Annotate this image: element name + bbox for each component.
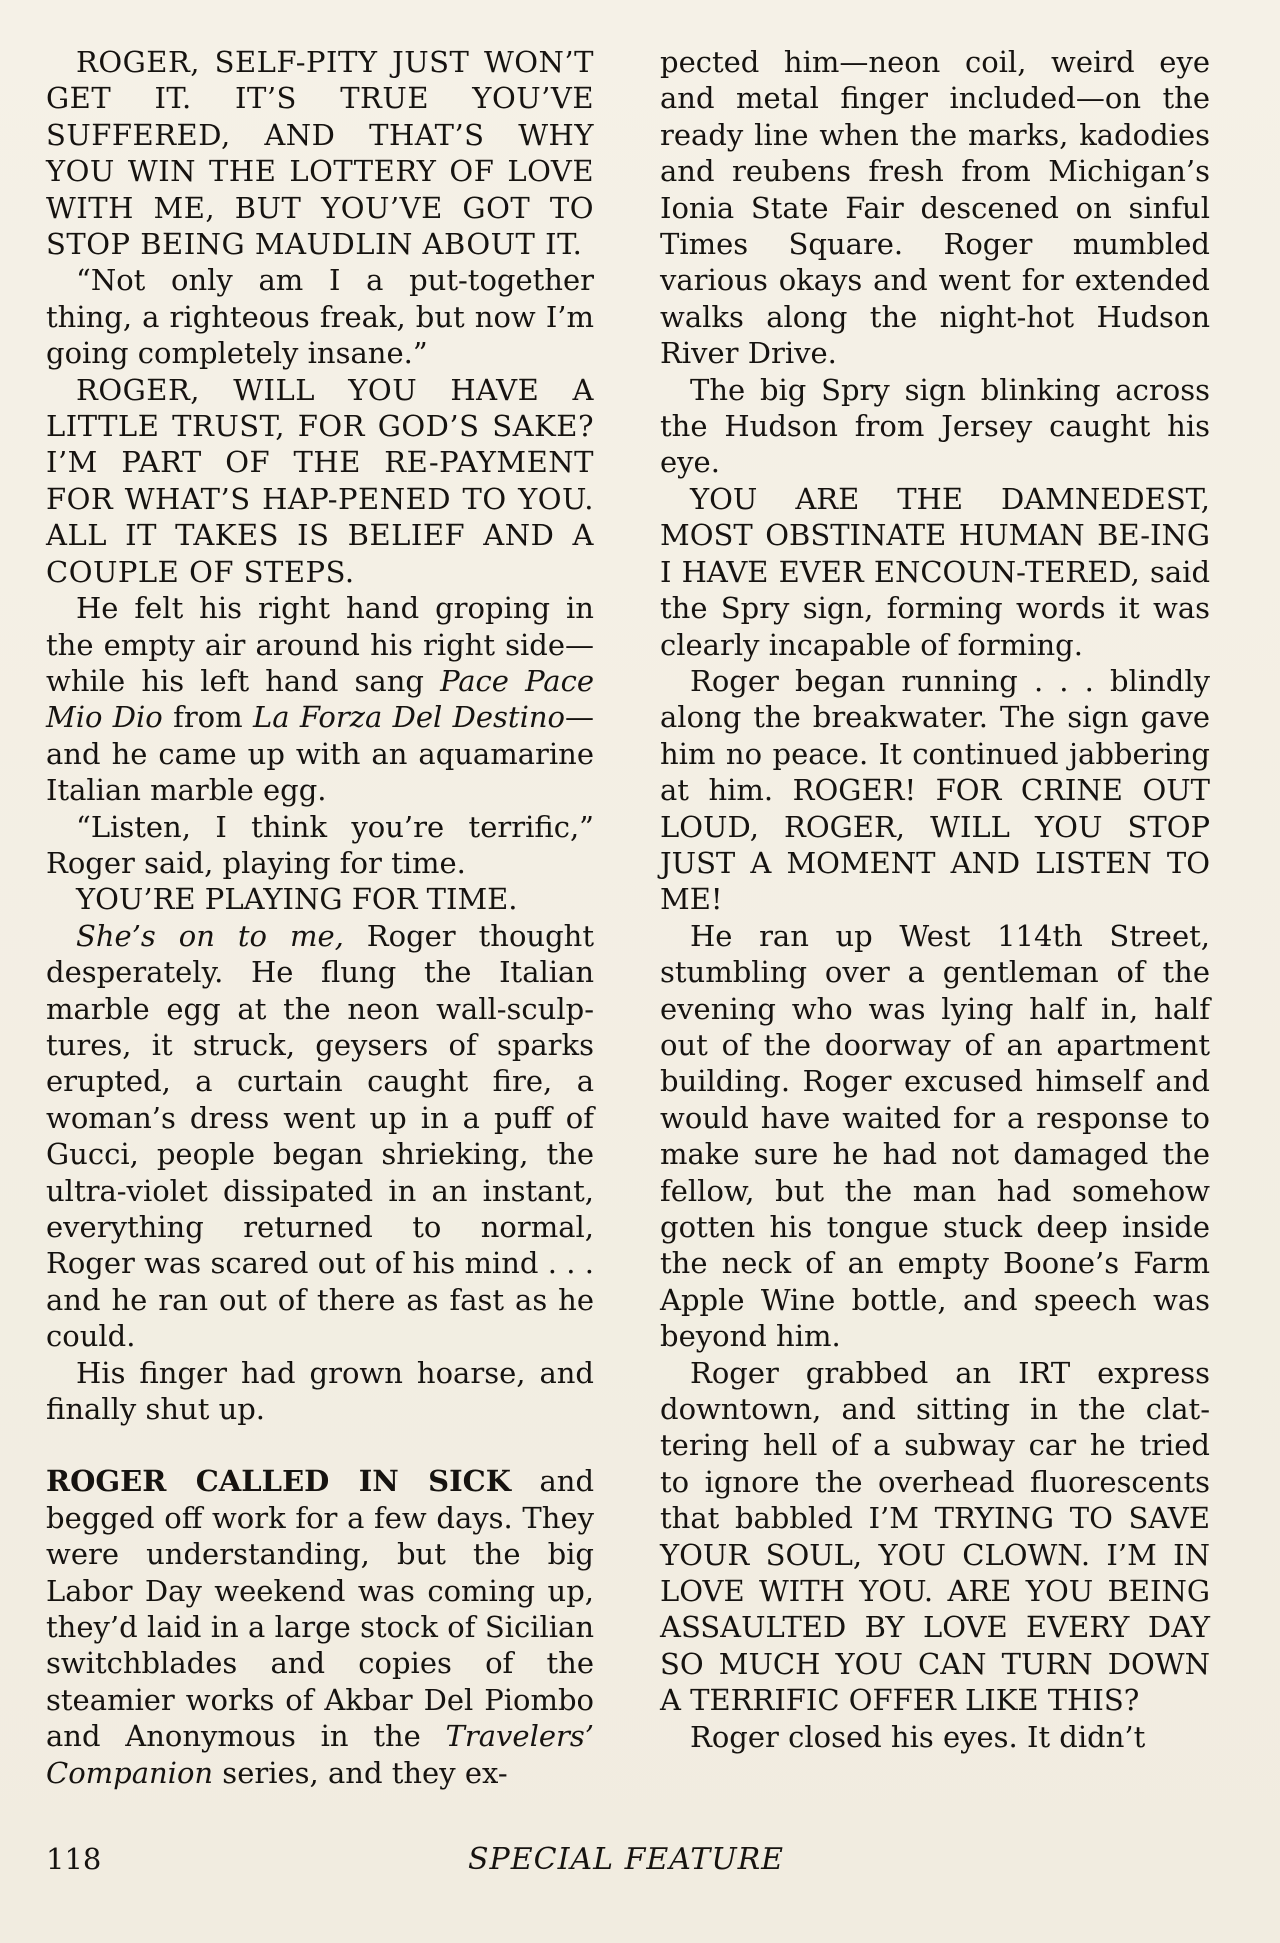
italic-title: Travelers’ Companion	[46, 1719, 594, 1790]
paragraph: The big Spry sign blinking across the Hudson from Jersey caught his eye.	[660, 372, 1210, 480]
page-number: 118	[46, 1842, 102, 1876]
paragraph	[46, 590, 594, 808]
text-run: said the Spry sign, forming words it was clearly incapable of forming.	[660, 554, 1211, 662]
text-run: —and he came up with an aquamarine Italian marble egg.	[46, 700, 594, 808]
paragraph: His finger had grown hoarse, and finally shut up.	[46, 1355, 594, 1427]
text-run: YOU ARE THE DAMNEDEST, MOST OBSTINATE HUMAN BE-ING I HAVE EVER ENCOUN-TERED,	[660, 481, 1210, 589]
italic-thought: She’s on to me,	[76, 918, 344, 953]
paragraph	[46, 918, 594, 1355]
paragraph: YOU’RE PLAYING FOR TIME.	[76, 882, 518, 917]
paragraph: “Not only am I a put-together thing, a righteous freak, but now I’m going completely insane.”	[46, 263, 594, 371]
section-lead-in: ROGER CALLED IN SICK	[46, 1464, 511, 1499]
italic-title: La Forza Del Destino	[252, 700, 565, 735]
paragraph	[660, 481, 1210, 663]
text-run: Roger thought desperately. He flung the Italian marble egg at the neon wall-sculp-tures, it struck, geysers of sparks erupted, a curtain caught fire, a woman’s dress went up in a puff of Gucci, people began shrieking, the ultra-violet dissipated in an instant, everything returned to normal, Roger was scared out of his mind . . . and he ran out of there as fast as he could.	[46, 918, 594, 1354]
text-run: from	[162, 700, 253, 735]
paragraph: ROGER, SELF-PITY JUST WON’T GET IT. IT’S TRUE YOU’VE SUFFERED, AND THAT’S WHY YOU WIN THE LOTTERY OF LOVE WITH ME, BUT YOU’VE GOT TO STOP BEING MAUDLIN ABOUT IT.	[46, 45, 594, 262]
paragraph: pected him—neon coil, weird eye and metal finger included—on the ready line when the marks, kadodies and reubens fresh from Michigan’s Ionia State Fair descened on sinful Times Square. Roger mumbled various okays and went for extended walks along the night-hot Hudson River Drive.	[660, 45, 1210, 371]
left-column	[46, 44, 594, 1791]
text-run: and begged off work for a few days. They were understanding, but the big Labor Day weekend was coming up, they’d laid in a large stock of Sicilian switchblades and copies of the steamier works of Akbar Del Piombo and Anonymous in the	[46, 1464, 595, 1754]
paragraph: ROGER, WILL YOU HAVE A LITTLE TRUST, FOR GOD’S SAKE? I’M PART OF THE RE-PAYMENT FOR WHAT’S HAP-PENED TO YOU. ALL IT TAKES IS BELIEF AND A COUPLE OF STEPS.	[46, 372, 594, 589]
text-run: series, and they ex-	[213, 1755, 508, 1790]
section-footer: SPECIAL FEATURE	[468, 1842, 785, 1877]
italic-title: Pace Pace Mio Dio	[46, 663, 594, 735]
paragraph: Roger began running . . . blindly along the breakwater. The sign gave him no peace. It continued jabbering at him. ROGER! FOR CRINE OUT LOUD, ROGER, WILL YOU STOP JUST A MOMENT AND LISTEN TO ME!	[660, 663, 1210, 917]
paragraph: Roger closed his eyes. It didn’t	[690, 1719, 1146, 1754]
paragraph: Roger grabbed an IRT express downtown, and sitting in the clat-tering hell of a subway car he tried to ignore the overhead fluorescents that babbled I’M TRYING TO SAVE YOUR SOUL, YOU CLOWN. I’M IN LOVE WITH YOU. ARE YOU BEING ASSAULTED BY LOVE EVERY DAY SO MUCH YOU CAN TURN DOWN A TERRIFIC OFFER LIKE THIS?	[660, 1355, 1210, 1718]
paragraph: He ran up West 114th Street, stumbling over a gentleman of the evening who was lying half in, half out of the doorway of an apartment building. Roger excused himself and would have waited for a response to make sure he had not damaged the fellow, but the man had somehow gotten his tongue stuck deep inside the neck of an empty Boone’s Farm Apple Wine bottle, and speech was beyond him.	[660, 918, 1210, 1354]
right-column	[660, 44, 1210, 1755]
paragraph: “Listen, I think you’re terrific,” Roger said, playing for time.	[46, 809, 594, 880]
section-paragraph	[46, 1463, 594, 1791]
text-run: He felt his right hand groping in the empty air around his right side—while his left hand sang	[46, 591, 594, 698]
